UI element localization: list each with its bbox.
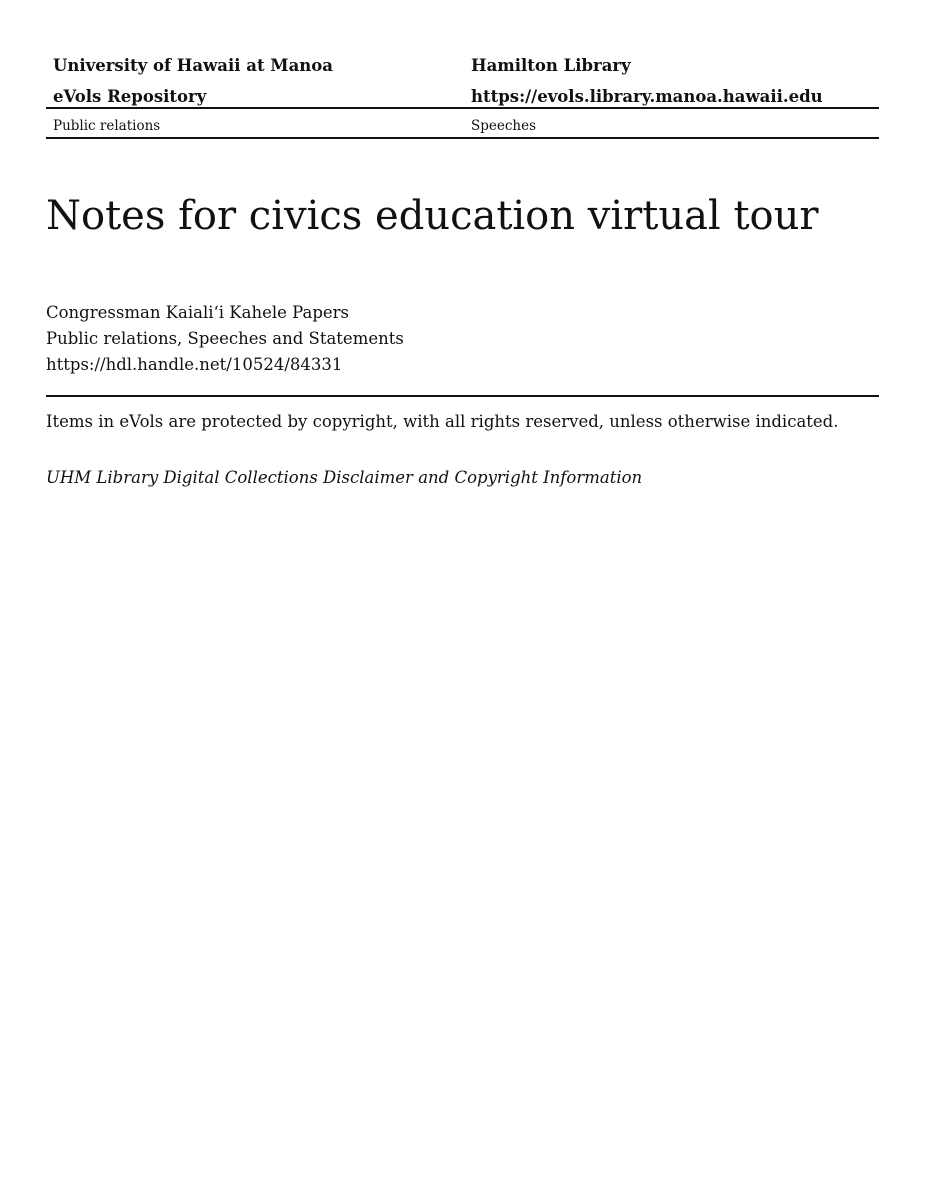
header-divider-top: [46, 107, 879, 109]
handle-link[interactable]: https://hdl.handle.net/10524/84331: [46, 355, 343, 374]
institution-name: University of Hawaii at Manoa: [53, 56, 333, 75]
library-name: Hamilton Library: [471, 56, 631, 75]
document-title: Notes for civics education virtual tour: [46, 193, 819, 239]
header-row-1: [46, 50, 879, 81]
repository-name: eVols Repository: [53, 87, 207, 106]
header-divider-bottom: [46, 137, 879, 139]
disclaimer-link[interactable]: UHM Library Digital Collections Disclaimer and Copyright Information: [46, 468, 643, 487]
content-divider: [46, 395, 879, 397]
document-metadata: [46, 300, 404, 378]
collection-label: Public relations: [53, 118, 161, 134]
collection-name: Congressman Kaiali‘i Kahele Papers: [46, 303, 350, 322]
copyright-notice: Items in eVols are protected by copyright, with all rights reserved, unless otherwise indicated.: [46, 412, 839, 431]
header-subrow: [46, 112, 879, 138]
subjects: Public relations, Speeches and Statements: [46, 329, 404, 348]
series-label: Speeches: [471, 118, 537, 134]
header-table: [46, 50, 879, 112]
repository-url[interactable]: https://evols.library.manoa.hawaii.edu: [471, 87, 823, 106]
